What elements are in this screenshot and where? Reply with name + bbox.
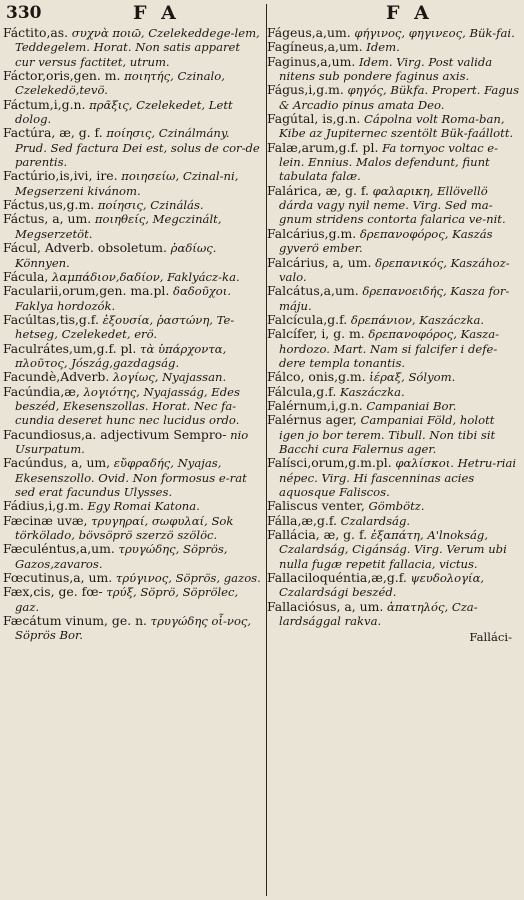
- headword: Fagútal, is,g.n.: [266, 111, 361, 127]
- definition: Idem. Virg. Post valida nitens sub pondere faginus axis.: [278, 54, 493, 84]
- dictionary-entry: [267, 499, 520, 513]
- dictionary-entry: [3, 342, 261, 371]
- left-column: [3, 26, 263, 896]
- headword: Factúrio,is,ivi, ire.: [3, 168, 118, 184]
- definition: συχνὰ ποιῶ, Czelekeddege-lem, Teddegelem. Horat. Non satis apparet cur versus factitet, utrum.: [15, 26, 260, 69]
- dictionary-entry: [267, 55, 520, 84]
- dictionary-entry: [267, 514, 520, 528]
- definition: ψευδολογία, Czalardsági beszéd.: [278, 571, 485, 600]
- definition: ἐξαπάτη, A'lnokság, Czalardság, Cigánság. Virg. Verum ubi nulla fugæ repetit fallacia, victus.: [278, 528, 507, 571]
- definition: φηγός, Bükfa. Propert. Fagus & Arcadio pinus amata Deo.: [278, 83, 520, 112]
- dictionary-entry: [267, 40, 520, 54]
- definition: τρυγηραί, σωφυλαί, Sok törkölado, bövsöprö szerzö szölöc.: [15, 513, 234, 543]
- dictionary-entry: [267, 141, 520, 184]
- definition: Campaniai Bor.: [362, 398, 457, 413]
- definition: ἀπατηλός, Cza-lardsággal rakva.: [278, 599, 478, 629]
- catchword: Falláci-: [469, 630, 512, 645]
- dictionary-entry: [267, 26, 520, 40]
- dictionary-entry: [3, 585, 261, 614]
- dictionary-entry: [267, 327, 520, 370]
- headword: Fæx,cis, ge. fœ-: [3, 584, 103, 600]
- dictionary-entry: [3, 212, 261, 241]
- definition: Gömbötz.: [364, 499, 425, 514]
- dictionary-entry: [267, 385, 520, 399]
- headword: Facúltas,tis,g.f.: [3, 311, 99, 327]
- definition: τρυγώδης, Söprös, Gazos,zavaros.: [15, 542, 228, 571]
- definition: ποίησις, Czinálmány. Prud. Sed factura Dei est, solus de cor-de parentis.: [15, 126, 260, 170]
- definition: nio Usurpatum.: [15, 427, 249, 456]
- dictionary-entry: [3, 313, 261, 342]
- headword: Falcárius, a, um.: [266, 254, 372, 270]
- definition: δαδοῦχοι. Faklya hordozók.: [15, 284, 232, 313]
- headword: Fœcutinus,a, um.: [3, 570, 113, 586]
- dictionary-entry: [267, 370, 520, 384]
- definition: δρεπάνιον, Kaszáczka.: [347, 312, 485, 327]
- headword: Fálco, onis,g.m.: [266, 369, 366, 385]
- dictionary-entry: [3, 385, 261, 428]
- dictionary-entry: [267, 256, 520, 285]
- headword: Fágeus,a,um.: [266, 25, 351, 40]
- definition: πρᾶξις, Czelekedet, Lett dolog.: [15, 97, 233, 127]
- dictionary-entry: [3, 98, 261, 127]
- dictionary-entry: [3, 571, 261, 585]
- headword: Fádius,i,g.m.: [3, 498, 84, 514]
- definition: φαλαρικη, Ellövellö dárda vagy nyil neme. Virg. Sed ma-gnum stridens contorta falarica ve-nit.: [278, 183, 506, 227]
- dictionary-entry: [3, 542, 261, 571]
- definition: ἱέραξ, Sólyom.: [365, 370, 456, 385]
- headword: Fáctus,us,g.m.: [3, 197, 95, 213]
- headword: Falæ,arum,g.f. pl.: [266, 139, 379, 155]
- dictionary-entry: [267, 528, 520, 571]
- definition: Idem.: [362, 40, 400, 55]
- definition: τὰ ὑπάρχοντα, πλοῦτος, Jószág,gazdagság.: [15, 341, 227, 370]
- headword: Falcífer, i, g. m.: [266, 326, 365, 342]
- dictionary-entry: [267, 571, 520, 600]
- headword: Faliscus venter,: [266, 498, 365, 514]
- page-header: [3, 2, 522, 26]
- definition: ποιητής, Czinalo, Czelekedö,tevö.: [15, 69, 225, 98]
- definition: ποιηθείς, Megczinált, Megserzetöt.: [15, 212, 222, 241]
- right-column: [267, 26, 522, 896]
- headword: Fæcátum vinum, ge. n.: [3, 613, 147, 629]
- definition: Kaszáczka.: [336, 384, 405, 399]
- dictionary-entry: [3, 614, 261, 643]
- headword: Fálla,æ,g.f.: [266, 512, 337, 528]
- dictionary-entry: [3, 499, 261, 513]
- definition: Fa tornyoc voltac e-lein. Ennius. Malos defendunt, fiunt tabulata falæ.: [278, 140, 499, 184]
- dictionary-entry: [3, 456, 261, 499]
- definition: ποίησις, Czinálás.: [94, 198, 204, 213]
- headword: Facundiosus,a. adjectivum Sempro-: [3, 426, 227, 442]
- headword: Faculrátes,um,g.f. pl.: [3, 340, 137, 356]
- running-head-right: F A: [386, 2, 433, 24]
- headword: Fæcinæ uvæ,: [3, 512, 88, 528]
- headword: Facúndia,æ,: [3, 383, 80, 399]
- headword: Fáctor,oris,gen. m.: [3, 68, 121, 84]
- definition: τρυγώδης οἶ-νος, Söprös Bor.: [15, 614, 252, 643]
- headword: Fæculéntus,a,um.: [3, 541, 115, 557]
- headword: Factúra, æ, g. f.: [3, 125, 103, 141]
- dictionary-entry: [3, 270, 261, 284]
- dictionary-entry: [3, 198, 261, 212]
- definition: φήγινος, φηγινεος, Bük-fai.: [350, 26, 515, 40]
- headword: Faginus,a,um.: [266, 53, 356, 69]
- headword: Falcícula,g.f.: [266, 311, 348, 327]
- definition: ῥαδίως. Könnyen.: [15, 241, 217, 270]
- headword: Fálcula,g.f.: [266, 383, 337, 399]
- definition: φαλίσκοι. Hetru-riai népec. Virg. Hi fascenninas acies aquosque Faliscos.: [278, 456, 517, 499]
- dictionary-entry: [3, 284, 261, 313]
- dictionary-entry: [3, 169, 261, 198]
- dictionary-entry: [267, 184, 520, 227]
- definition: Cápolna volt Roma-ban, Kibe az Jupiternec szentölt Bük-faállott.: [278, 112, 514, 141]
- definition: δρεπανοφόρος, Kasza-hordozo. Mart. Nam si falcifer i defe-dere templa tonantis.: [278, 327, 500, 370]
- dictionary-entry: [3, 126, 261, 169]
- definition: εὔφραδής, Nyajas, Ekesenszollo. Ovid. Non formosus e-rat sed erat facundus Ulysses.: [15, 456, 247, 499]
- headword: Facúndus, a, um,: [3, 455, 111, 471]
- column-divider: [266, 4, 267, 896]
- headword: Fallaciósus, a, um.: [266, 598, 384, 614]
- definition: ἐξουσία, ῥαστώνη, Te-hetseg, Czelekedet, erö.: [15, 312, 235, 342]
- running-head-left: F A: [133, 2, 180, 24]
- headword: Fágus,i,g.m.: [266, 82, 344, 98]
- headword: Fallaciloquéntia,æ,g.f.: [266, 570, 407, 586]
- headword: Facularii,orum,gen. ma.pl.: [3, 283, 170, 299]
- dictionary-entry: [3, 514, 261, 543]
- dictionary-entry: [267, 600, 520, 629]
- dictionary-entry: [3, 428, 261, 457]
- definition: Egy Romai Katona.: [83, 499, 200, 514]
- definition: Campaniai Föld, holott igen jo bor terem. Tibull. Non tibi sit Bacchi cura Falernus ager.: [278, 413, 496, 456]
- headword: Falérnus ager,: [266, 412, 357, 428]
- definition: λογίως, Nyajassan.: [109, 370, 227, 385]
- headword: Falcárius,g.m.: [266, 225, 357, 241]
- headword: Fallácia, æ, g. f.: [266, 527, 368, 543]
- headword: Falcátus,a,um.: [266, 283, 359, 299]
- definition: ποιησείω, Czinal-ni, Megserzeni kivánom.: [15, 169, 239, 198]
- headword: Fácula,: [3, 268, 49, 284]
- definition: Czalardság.: [336, 513, 411, 528]
- page-number: 330: [6, 3, 42, 23]
- headword: Fagíneus,a,um.: [266, 39, 363, 55]
- headword: Facundè,Adverb.: [3, 369, 110, 385]
- definition: τρύξ, Söprö, Söprölec, gaz.: [15, 585, 239, 614]
- definition: δρεπανοφόρος, Kaszás gyverö ember.: [278, 226, 493, 256]
- headword: Fácul, Adverb. obsoletum.: [3, 240, 167, 256]
- headword: Falárica, æ, g. f.: [266, 182, 369, 198]
- dictionary-entry: [267, 456, 520, 499]
- dictionary-entry: [267, 413, 520, 456]
- dictionary-entry: [267, 227, 520, 256]
- dictionary-entry: [267, 112, 520, 141]
- headword: Fáctito,as.: [3, 25, 69, 40]
- dictionary-entry: [267, 313, 520, 327]
- two-column-body: [3, 26, 522, 896]
- headword: Fáctus, a, um.: [3, 211, 92, 227]
- dictionary-entry: [3, 26, 261, 69]
- headword: Falísci,orum,g.m.pl.: [266, 455, 392, 471]
- dictionary-entry: [267, 399, 520, 413]
- definition: δρεπανοειδής, Kasza for-máju.: [278, 284, 510, 313]
- dictionary-entry: [267, 83, 520, 112]
- dictionary-entry: [3, 370, 261, 384]
- dictionary-entry: [3, 69, 261, 98]
- definition: τρύγινος, Söprös, gazos.: [112, 571, 261, 586]
- headword: Falérnum,i,g.n.: [266, 397, 363, 413]
- definition: δρεπανικός, Kaszához-valo.: [278, 255, 510, 284]
- headword: Fáctum,i,g.n.: [3, 96, 86, 112]
- dictionary-entry: [267, 284, 520, 313]
- dictionary-entry: [3, 241, 261, 270]
- definition: λογιότης, Nyajasság, Edes beszéd, Ekesenszollas. Horat. Nec fa-cundia deseret hunc nec lucidus ordo.: [15, 384, 240, 428]
- definition: λαμπάδιον,δαδίον, Faklyácz-ka.: [48, 269, 240, 284]
